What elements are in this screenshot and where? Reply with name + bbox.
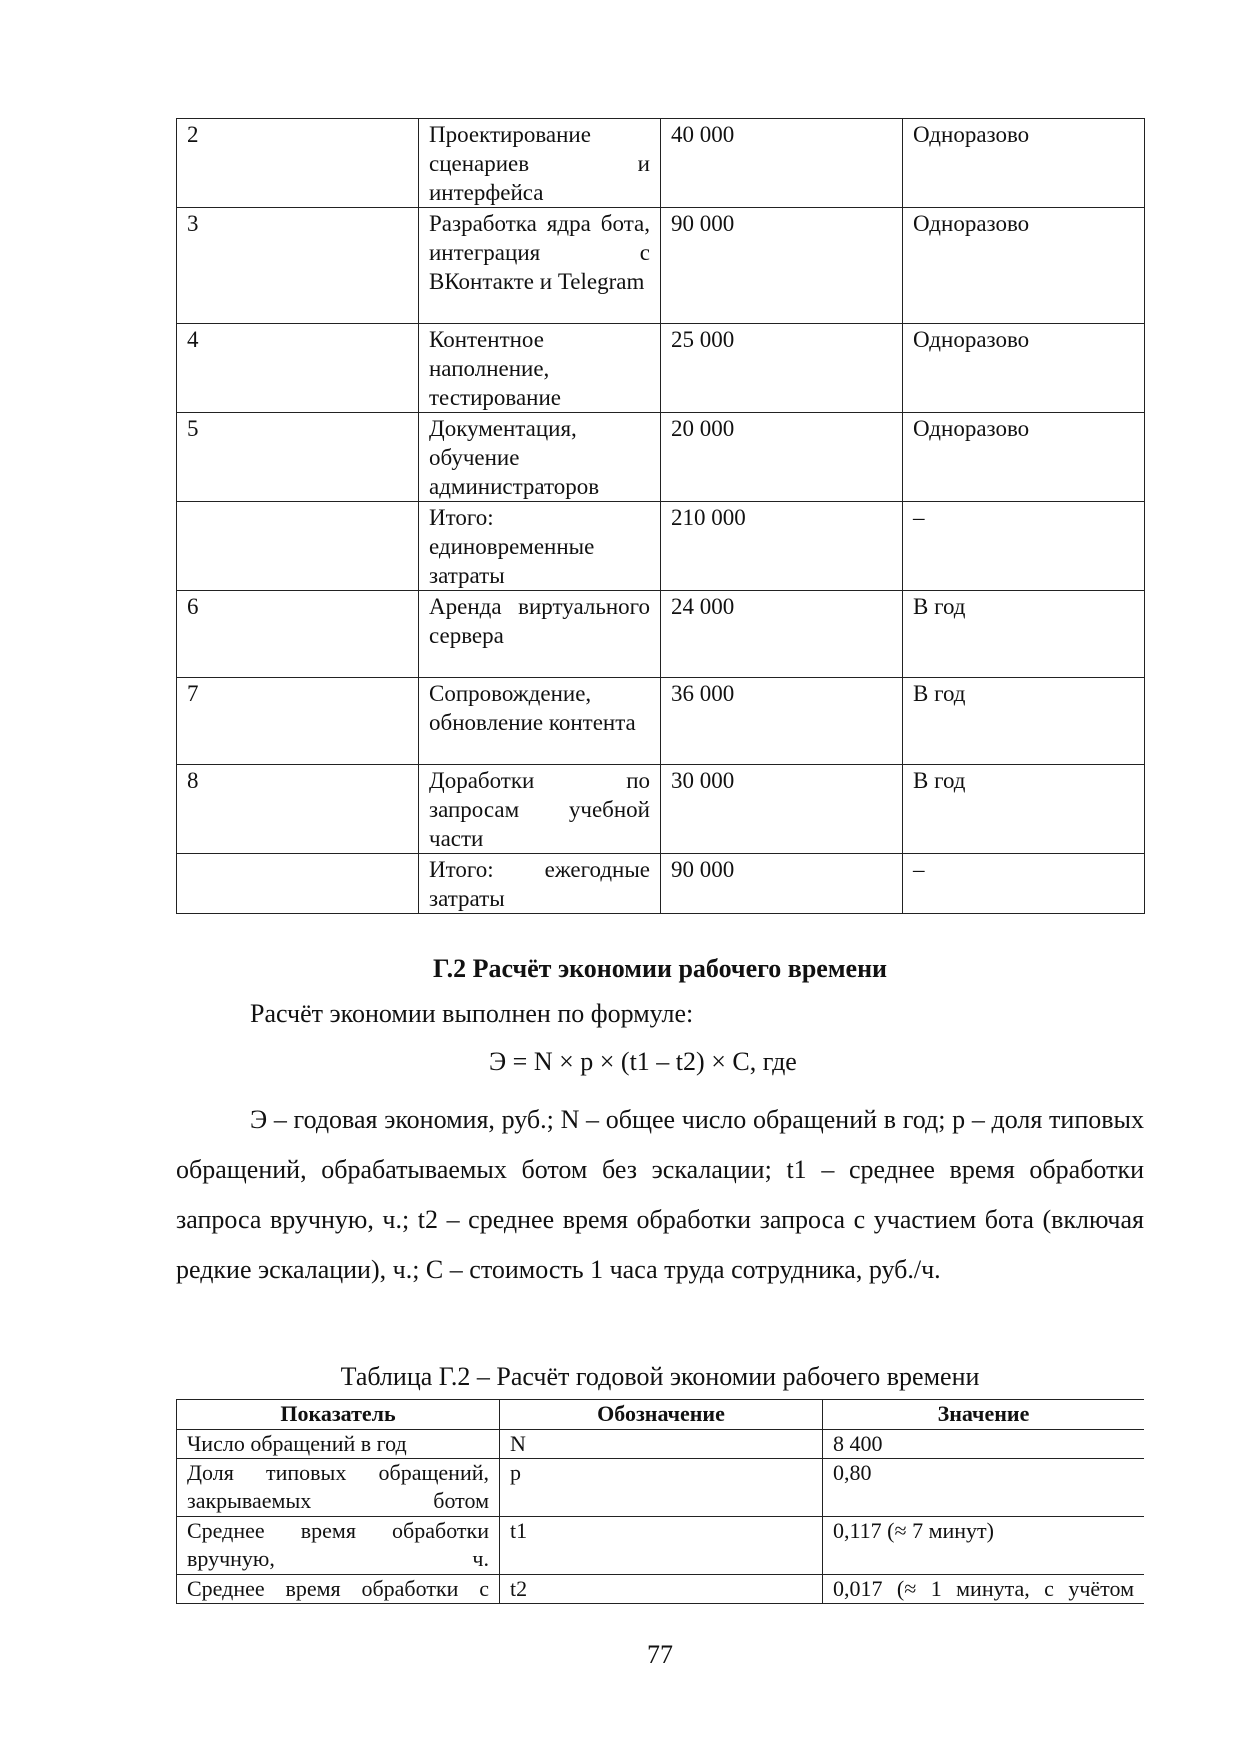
formula: Э = N × p × (t1 – t2) × C, где (489, 1047, 797, 1076)
formula-intro: Расчёт экономии выполнен по формуле: (250, 999, 694, 1028)
formula-definitions: Э – годовая экономия, руб.; N – общее число обращений в год; p – доля типовых обращений, обрабатываемых ботом без эскалации; t1 – среднее время обработки запроса вручную, ч.; t2 – среднее время обработки запроса с участием бота (включая редкие эскалации), ч.; C – стоимость 1 часа труда сотрудника, руб./ч. (176, 1105, 1144, 1284)
section-heading: Г.2 Расчёт экономии рабочего времени (432, 954, 888, 983)
value-cell: 0,117 (≈ 7 минут) (823, 1517, 1145, 1575)
table-row (177, 1517, 1145, 1575)
table-row (177, 502, 1145, 591)
table-row (177, 854, 1145, 914)
cost-amount: 20 000 (661, 413, 903, 502)
table-row (177, 119, 1145, 208)
cost-period: Одноразово (903, 324, 1145, 413)
cost-period: Одноразово (903, 119, 1145, 208)
symbol-cell: t2 (500, 1575, 823, 1604)
column-header-value: Значение (823, 1400, 1145, 1430)
cost-amount: 210 000 (661, 502, 903, 591)
table-row (177, 591, 1145, 678)
row-number (177, 502, 419, 591)
cost-item: Доработки по запросам учебной части (419, 765, 661, 854)
savings-table (176, 1399, 1144, 1604)
indicator-cell: Среднее время обработки вручную, ч. (177, 1517, 500, 1575)
row-number: 8 (177, 765, 419, 854)
symbol-cell: N (500, 1430, 823, 1459)
cost-period: В год (903, 765, 1145, 854)
column-header-indicator: Показатель (177, 1400, 500, 1430)
symbol-cell: p (500, 1459, 823, 1517)
value-cell: 8 400 (823, 1430, 1145, 1459)
cost-item: Разработка ядра бота, интеграция с ВКонтакте и Telegram (419, 208, 661, 324)
cost-table (176, 118, 1145, 914)
table-row (177, 1430, 1145, 1459)
cost-period: – (903, 502, 1145, 591)
cost-amount: 30 000 (661, 765, 903, 854)
cost-item: Документация, обучение администраторов (419, 413, 661, 502)
symbol-cell: t1 (500, 1517, 823, 1575)
cost-item: Аренда виртуального сервера (419, 591, 661, 678)
table-row (177, 208, 1145, 324)
table-row (177, 1459, 1145, 1517)
cost-item: Итого: ежегодные затраты (419, 854, 661, 914)
row-number: 7 (177, 678, 419, 765)
row-number: 3 (177, 208, 419, 324)
cost-amount: 24 000 (661, 591, 903, 678)
indicator-cell: Среднее время обработки с (177, 1575, 500, 1604)
row-number: 5 (177, 413, 419, 502)
value-cell: 0,80 (823, 1459, 1145, 1517)
page-number: 77 (647, 1640, 673, 1669)
cost-period: – (903, 854, 1145, 914)
table-row (177, 678, 1145, 765)
cost-period: Одноразово (903, 208, 1145, 324)
table-row (177, 1575, 1145, 1604)
cost-period: В год (903, 678, 1145, 765)
row-number (177, 854, 419, 914)
indicator-cell: Доля типовых обращений, закрываемых ботом (177, 1459, 500, 1517)
column-header-symbol: Обозначение (500, 1400, 823, 1430)
cost-period: Одноразово (903, 413, 1145, 502)
table-row (177, 324, 1145, 413)
cost-period: В год (903, 591, 1145, 678)
table-row (177, 765, 1145, 854)
cost-amount: 90 000 (661, 854, 903, 914)
cost-item: Проектирование сценариев и интерфейса (419, 119, 661, 208)
cost-item: Сопровождение, обновление контента (419, 678, 661, 765)
cost-amount: 25 000 (661, 324, 903, 413)
row-number: 6 (177, 591, 419, 678)
table-caption: Таблица Г.2 – Расчёт годовой экономии рабочего времени (340, 1362, 980, 1391)
row-number: 4 (177, 324, 419, 413)
cost-amount: 40 000 (661, 119, 903, 208)
indicator-cell: Число обращений в год (177, 1430, 500, 1459)
row-number: 2 (177, 119, 419, 208)
value-cell: 0,017 (≈ 1 минута, с учётом (823, 1575, 1145, 1604)
cost-item: Итого: единовременные затраты (419, 502, 661, 591)
table-header-row (177, 1400, 1145, 1430)
table-row (177, 413, 1145, 502)
savings-table-container (176, 1399, 1144, 1606)
cost-item: Контентное наполнение, тестирование (419, 324, 661, 413)
cost-amount: 90 000 (661, 208, 903, 324)
cost-amount: 36 000 (661, 678, 903, 765)
